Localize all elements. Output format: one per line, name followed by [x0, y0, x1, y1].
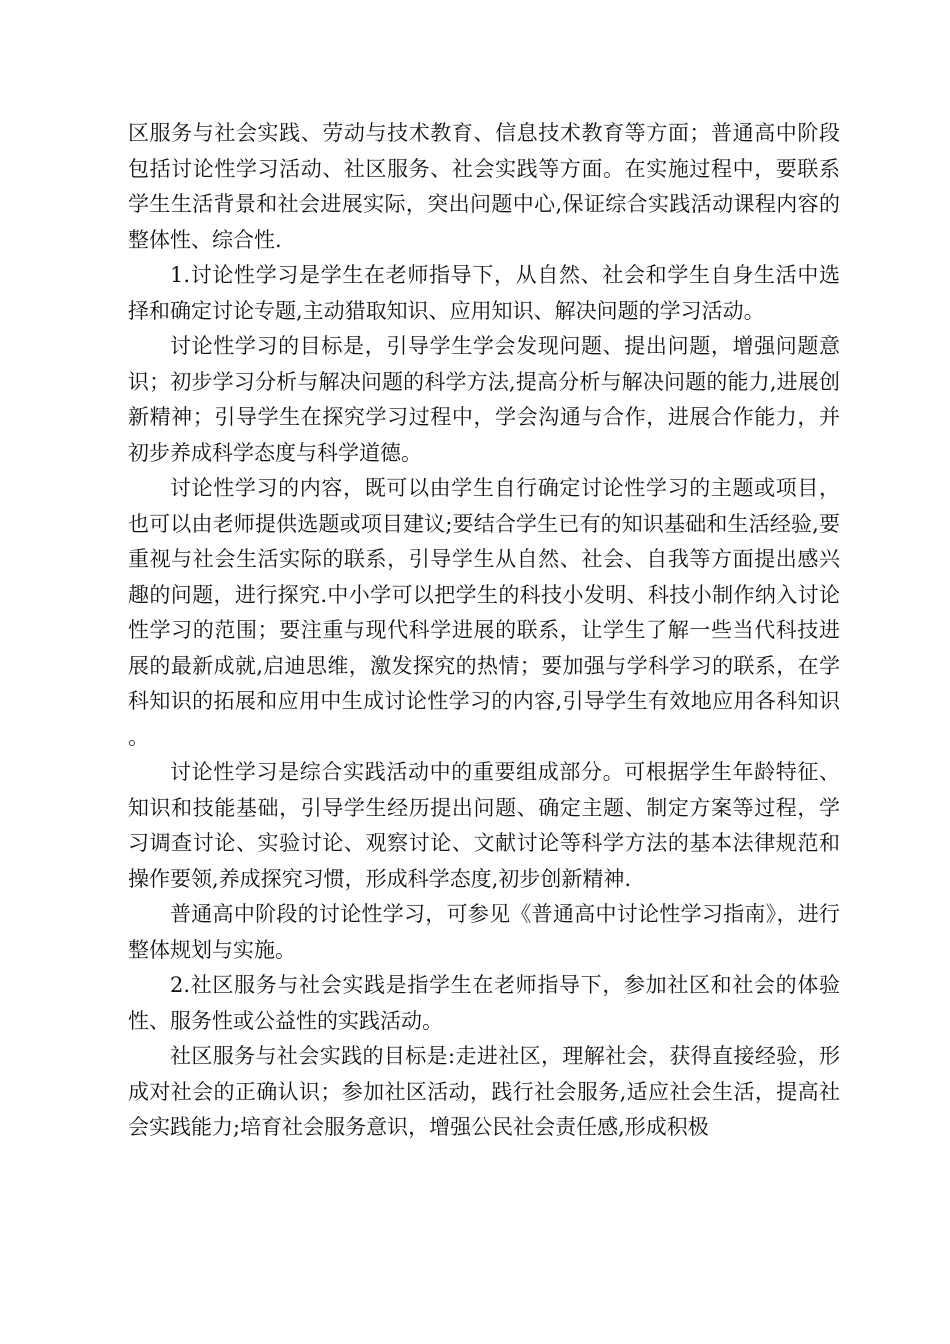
document-page	[128, 116, 840, 1146]
paragraph-research-learning-definition: 1.讨论性学习是学生在老师指导下，从自然、社会和学生自身生活中选择和确定讨论专题,主动猎取知识、应用知识、解决问题的学习活动。	[128, 263, 840, 323]
paragraph-research-learning-goals: 讨论性学习的目标是，引导学生学会发现问题、提出问题，增强问题意识；初步学习分析与解决问题的科学方法,提高分析与解决问题的能力,进展创新精神；引导学生在探究学习过程中，学会沟通与合作，进展合作能力，并初步养成科学态度与科学道德。	[128, 334, 840, 465]
paragraph-research-learning-content: 讨论性学习的内容，既可以由学生自行确定讨论性学习的主题或项目，也可以由老师提供选题或项目建议;要结合学生已有的知识基础和生活经验,要重视与社会生活实际的联系，引导学生从自然、社会、自我等方面提出感兴趣的问题，进行探究.中小学可以把学生的科技小发明、科技小制作纳入讨论性学习的范围；要注重与现代科学进展的联系，让学生了解一些当代科技进展的最新成就,启迪思维，激发探究的热情；要加强与学科学习的联系，在学科知识的拓展和应用中生成讨论性学习的内容,引导学生有效地应用各科知识。	[128, 476, 840, 749]
paragraph-continued: 区服务与社会实践、劳动与技术教育、信息技术教育等方面；普通高中阶段包括讨论性学习活动、社区服务、社会实践等方面。在实施过程中，要联系学生生活背景和社会进展实际，突出问题中心,保证综合实践活动课程内容的整体性、综合性.	[128, 121, 840, 252]
paragraph-high-school-guide: 普通高中阶段的讨论性学习，可参见《普通高中讨论性学习指南》，进行整体规划与实施。	[128, 902, 840, 962]
paragraph-community-service-definition: 2.社区服务与社会实践是指学生在老师指导下，参加社区和社会的体验性、服务性或公益性的实践活动。	[128, 973, 840, 1033]
paragraph-research-learning-component: 讨论性学习是综合实践活动中的重要组成部分。可根据学生年龄特征、知识和技能基础，引导学生经历提出问题、确定主题、制定方案等过程，学习调查讨论、实验讨论、观察讨论、文献讨论等科学方法的基本法律规范和操作要领,养成探究习惯，形成科学态度,初步创新精神.	[128, 760, 840, 891]
paragraph-community-service-goals: 社区服务与社会实践的目标是:走进社区，理解社会，获得直接经验，形成对社会的正确认识；参加社区活动，践行社会服务,适应社会生活，提高社会实践能力;培育社会服务意识，增强公民社会责任感,形成积极	[128, 1044, 840, 1139]
